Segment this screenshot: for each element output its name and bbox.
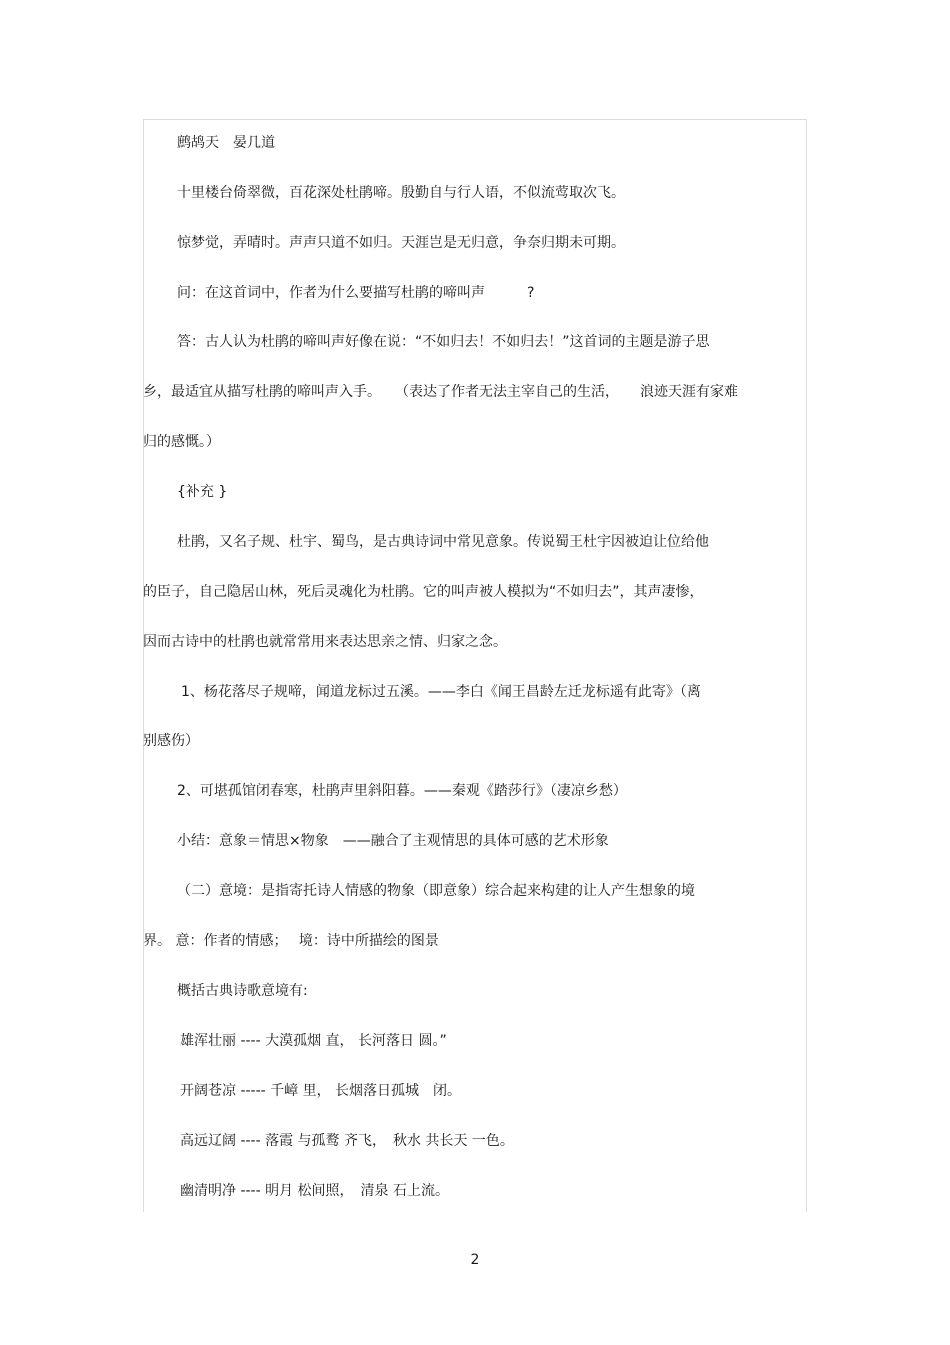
answer-line: 乡，最适宜从描写杜鹃的啼叫声入手。 （表达了作者无法主宰自己的生活， 浪迹天涯有家难 <box>143 384 738 400</box>
poem-line: 十里楼台倚翠微，百花深处杜鹃啼。殷勤自与行人语，不似流莺取次飞。 <box>177 185 625 201</box>
answer-line: 答：古人认为杜鹃的啼叫声好像在说：“不如归去！不如归去！”这首词的主题是游子思 <box>177 334 710 350</box>
paragraph-line: 杜鹃，又名子规、杜宇、蜀鸟，是古典诗词中常见意象。传说蜀王杜宇因被迫让位给他 <box>177 534 709 550</box>
list-item: 开阔苍凉 ----- 千嶂 里， 长烟落日孤城 闭。 <box>180 1083 462 1099</box>
summary-line: 小结：意象＝情思×物象 ——融合了主观情思的具体可感的艺术形象 <box>177 833 609 849</box>
list-item: 高远辽阔 ---- 落霞 与孤鹜 齐飞， 秋水 共长天 一色。 <box>180 1133 514 1149</box>
example-line: 1、杨花落尽子规啼，闻道龙标过五溪。——李白《闻王昌龄左迁龙标遥有此寄》（离 <box>181 684 701 700</box>
paragraph-line: （二）意境：是指寄托诗人情感的物象（即意象）综合起来构建的让人产生想象的境 <box>177 883 695 899</box>
answer-line: 归的感慨。） <box>143 434 220 450</box>
poem-title: 鹧鸪天 晏几道 <box>177 135 275 151</box>
poem-line: 惊梦觉，弄晴时。声声只道不如归。天涯岂是无归意，争奈归期未可期。 <box>177 235 625 251</box>
list-heading: 概括古典诗歌意境有: <box>177 983 308 999</box>
example-line: 别感伤） <box>143 733 199 749</box>
paragraph-line: 界。 意：作者的情感； 境：诗中所描绘的图景 <box>143 933 439 949</box>
example-line: 2、可堪孤馆闭春寒，杜鹃声里斜阳暮。——秦观《踏莎行》（凄凉乡愁） <box>177 783 627 799</box>
list-item: 雄浑壮丽 ---- 大漠孤烟 直， 长河落日 圆。” <box>180 1033 447 1049</box>
list-item: 幽清明净 ---- 明月 松间照， 清泉 石上流。 <box>180 1183 450 1199</box>
supplement-heading: {补充 } <box>177 484 228 500</box>
paragraph-line: 的臣子，自己隐居山林，死后灵魂化为杜鹃。它的叫声被人模拟为“不如归去”，其声凄惨， <box>143 584 704 600</box>
question-line: 问：在这首词中，作者为什么要描写杜鹃的啼叫声 ? <box>177 285 535 301</box>
paragraph-line: 因而古诗中的杜鹃也就常常用来表达思亲之情、归家之念。 <box>143 634 507 650</box>
page-number: 2 <box>470 1252 480 1268</box>
